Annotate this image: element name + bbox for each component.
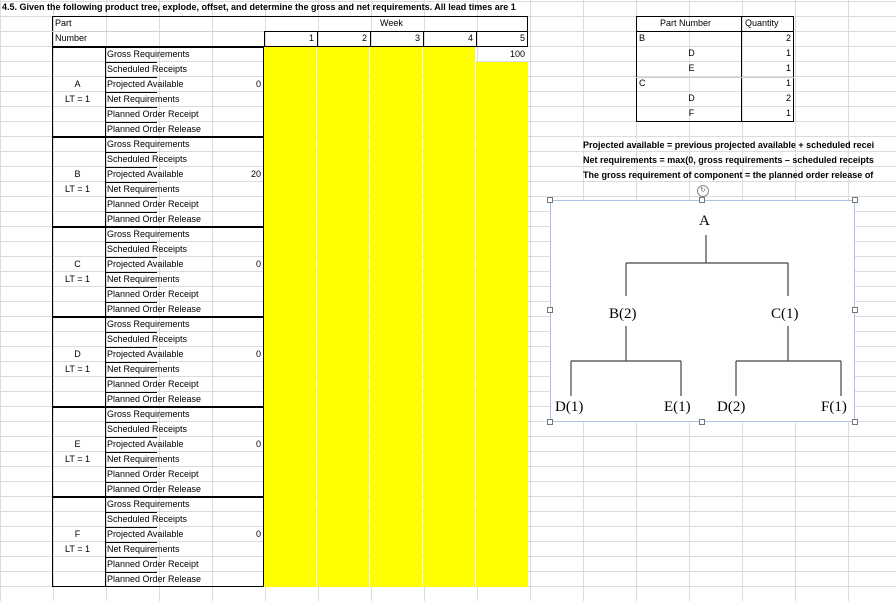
note-projected: Projected available = previous projected available + scheduled recei bbox=[583, 140, 875, 150]
tree-lines bbox=[551, 201, 854, 421]
resize-handle-ml[interactable] bbox=[547, 307, 553, 313]
resize-handle-br[interactable] bbox=[852, 419, 858, 425]
bom-header-part: Part Number bbox=[660, 18, 712, 28]
projected-available-start[interactable]: 0 bbox=[255, 79, 261, 89]
tree-node-d1: D(1) bbox=[555, 399, 584, 415]
tree-node-e1: E(1) bbox=[664, 399, 691, 415]
resize-handle-bl[interactable] bbox=[547, 419, 553, 425]
header-part: Part bbox=[55, 18, 72, 28]
row-label: Projected Available bbox=[107, 259, 184, 269]
row-label: Projected Available bbox=[107, 439, 184, 449]
row-label: Gross Requirements bbox=[107, 139, 190, 149]
part-name: B bbox=[74, 169, 81, 179]
tree-node-b: B(2) bbox=[609, 306, 637, 322]
row-label: Net Requirements bbox=[107, 274, 180, 284]
row-label: Net Requirements bbox=[107, 184, 180, 194]
part-lead-time: LT = 1 bbox=[65, 454, 90, 464]
projected-available-start[interactable]: 0 bbox=[255, 259, 261, 269]
row-label: Projected Available bbox=[107, 79, 184, 89]
row-label: Projected Available bbox=[107, 349, 184, 359]
bom-parent: C bbox=[639, 78, 646, 88]
bom-child: D bbox=[688, 93, 695, 103]
week-5: 5 bbox=[519, 33, 525, 43]
row-label: Gross Requirements bbox=[107, 409, 190, 419]
part-name: D bbox=[74, 349, 81, 359]
row-label: Planned Order Release bbox=[107, 124, 202, 134]
row-label: Planned Order Receipt bbox=[107, 289, 199, 299]
part-name: E bbox=[74, 439, 81, 449]
row-label: Scheduled Receipts bbox=[107, 244, 188, 254]
row-label: Planned Order Receipt bbox=[107, 199, 199, 209]
bom-parent: B bbox=[639, 33, 646, 43]
part-lead-time: LT = 1 bbox=[65, 274, 90, 284]
week-2: 2 bbox=[361, 33, 367, 43]
problem-title: 4.5. Given the following product tree, explode, offset, and determine the gross and net requirements. All lead times are 1 bbox=[2, 2, 516, 12]
resize-handle-tm[interactable] bbox=[699, 197, 705, 203]
row-label: Gross Requirements bbox=[107, 229, 190, 239]
row-label: Planned Order Release bbox=[107, 574, 202, 584]
row-label: Net Requirements bbox=[107, 364, 180, 374]
part-lead-time: LT = 1 bbox=[65, 364, 90, 374]
bom-qty: 1 bbox=[785, 48, 791, 58]
row-label: Planned Order Receipt bbox=[107, 559, 199, 569]
row-label: Scheduled Receipts bbox=[107, 424, 188, 434]
row-label: Scheduled Receipts bbox=[107, 334, 188, 344]
input-area-col-4[interactable] bbox=[423, 47, 475, 587]
row-label: Gross Requirements bbox=[107, 49, 190, 59]
input-area-col-2[interactable] bbox=[317, 47, 369, 587]
row-label: Gross Requirements bbox=[107, 499, 190, 509]
header-week: Week bbox=[380, 18, 403, 28]
tree-node-f1: F(1) bbox=[821, 399, 847, 415]
resize-handle-mr[interactable] bbox=[852, 307, 858, 313]
row-label: Gross Requirements bbox=[107, 319, 190, 329]
bom-qty: 1 bbox=[785, 63, 791, 73]
tree-node-d2: D(2) bbox=[717, 399, 746, 415]
resize-handle-bm[interactable] bbox=[699, 419, 705, 425]
rotate-handle-icon[interactable]: ↻ bbox=[697, 185, 709, 197]
bom-qty: 1 bbox=[785, 108, 791, 118]
tree-node-c: C(1) bbox=[771, 306, 799, 322]
a-gross-week-5[interactable]: 100 bbox=[509, 49, 525, 59]
part-name: C bbox=[74, 259, 81, 269]
input-area-col-5[interactable] bbox=[476, 62, 528, 587]
projected-available-start[interactable]: 0 bbox=[255, 529, 261, 539]
row-label: Planned Order Release bbox=[107, 304, 202, 314]
part-name: F bbox=[74, 529, 81, 539]
header-number: Number bbox=[55, 33, 88, 43]
note-net: Net requirements = max(0, gross requirements – scheduled receipts bbox=[583, 155, 874, 165]
row-label: Net Requirements bbox=[107, 94, 180, 104]
input-area-col-3[interactable] bbox=[370, 47, 422, 587]
bom-child: F bbox=[688, 108, 695, 118]
resize-handle-tr[interactable] bbox=[852, 197, 858, 203]
row-label: Planned Order Release bbox=[107, 484, 202, 494]
row-label: Projected Available bbox=[107, 529, 184, 539]
row-label: Projected Available bbox=[107, 169, 184, 179]
row-label: Scheduled Receipts bbox=[107, 64, 188, 74]
row-label: Planned Order Release bbox=[107, 214, 202, 224]
bom-child: D bbox=[688, 48, 695, 58]
part-name: A bbox=[74, 79, 81, 89]
projected-available-start[interactable]: 20 bbox=[250, 169, 261, 179]
bom-qty: 2 bbox=[785, 93, 791, 103]
part-lead-time: LT = 1 bbox=[65, 184, 90, 194]
bom-header-qty: Quantity bbox=[745, 18, 779, 28]
row-label: Net Requirements bbox=[107, 544, 180, 554]
row-label: Planned Order Receipt bbox=[107, 109, 199, 119]
row-label: Planned Order Receipt bbox=[107, 469, 199, 479]
row-label: Net Requirements bbox=[107, 454, 180, 464]
note-gross: The gross requirement of component = the planned order release of bbox=[583, 170, 874, 180]
row-label: Scheduled Receipts bbox=[107, 514, 188, 524]
tree-node-a: A bbox=[699, 213, 710, 229]
part-lead-time: LT = 1 bbox=[65, 94, 90, 104]
projected-available-start[interactable]: 0 bbox=[255, 439, 261, 449]
resize-handle-tl[interactable] bbox=[547, 197, 553, 203]
bom-child: E bbox=[688, 63, 695, 73]
part-lead-time: LT = 1 bbox=[65, 544, 90, 554]
row-label: Scheduled Receipts bbox=[107, 154, 188, 164]
week-1: 1 bbox=[308, 33, 314, 43]
projected-available-start[interactable]: 0 bbox=[255, 349, 261, 359]
week-3: 3 bbox=[414, 33, 420, 43]
week-4: 4 bbox=[467, 33, 473, 43]
input-area-col-1[interactable] bbox=[264, 47, 316, 587]
bom-qty: 1 bbox=[785, 78, 791, 88]
row-label: Planned Order Release bbox=[107, 394, 202, 404]
product-tree-image[interactable] bbox=[550, 200, 855, 422]
row-label: Planned Order Receipt bbox=[107, 379, 199, 389]
bom-qty: 2 bbox=[785, 33, 791, 43]
